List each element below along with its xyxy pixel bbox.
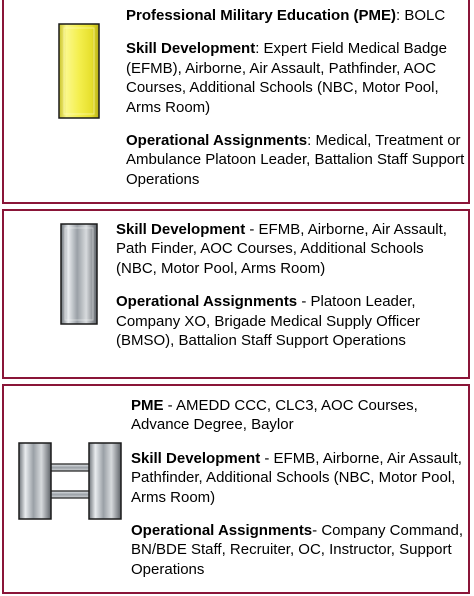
panel-text	[126, 6, 472, 189]
operational-assignments-label: Operational Assignments	[116, 293, 298, 311]
operational-assignments-label: Operational Assignments	[126, 132, 308, 150]
operational-assignments-paragraph	[126, 131, 472, 189]
silver-bar-insignia-icon	[60, 223, 98, 325]
operational-assignments-value: - Company Command, BN/BDE Staff, Recruiter, OC, Instructor, Support Operations	[131, 522, 464, 578]
skill-development-label: Skill Development	[126, 40, 256, 58]
panel-text	[116, 220, 466, 350]
skill-development-value: - EFMB, Airborne, Air Assault, Pathfinder, Additional Schools (NBC, Motor Pool, Arms Room)	[131, 449, 462, 506]
skill-development-value: - EFMB, Airborne, Air Assault, Path Finder, AOC Courses, Additional Schools (NBC, Motor Pool, Arms Room)	[116, 221, 447, 277]
skill-development-label: Skill Development	[131, 449, 261, 467]
double-silver-bar-insignia-icon	[18, 442, 122, 520]
pme-label: PME	[131, 397, 164, 414]
operational-assignments-paragraph	[116, 292, 466, 350]
panel-first-lieutenant	[2, 209, 470, 379]
skill-development-paragraph	[131, 449, 466, 507]
skill-development-value: : Expert Field Medical Badge (EFMB), Airborne, Air Assault, Pathfinder, AOC Courses, Additional Schools (NBC, Motor Pool, Arms Room)	[126, 40, 447, 116]
panel-captain	[2, 384, 470, 594]
gold-bar-insignia-icon	[58, 23, 100, 119]
skill-development-paragraph	[126, 39, 472, 117]
skill-development-paragraph	[116, 220, 466, 278]
panel-second-lieutenant	[2, 0, 470, 204]
panel-text	[131, 396, 466, 579]
skill-development-label: Skill Development	[116, 221, 246, 238]
pme-paragraph	[131, 396, 466, 435]
pme-label: Professional Military Education (PME)	[126, 7, 397, 24]
operational-assignments-label: Operational Assignments	[131, 522, 313, 540]
operational-assignments-paragraph	[131, 521, 466, 579]
pme-value: - AMEDD CCC, CLC3, AOC Courses, Advance Degree, Baylor	[131, 397, 418, 434]
pme-value: : BOLC	[396, 7, 446, 24]
operational-assignments-value: - Platoon Leader, Company XO, Brigade Medical Supply Officer (BMSO), Battalion Staff Support Operations	[116, 293, 421, 350]
operational-assignments-value: : Medical, Treatment or Ambulance Platoon Leader, Battalion Staff Support Operations	[126, 132, 465, 188]
pme-paragraph	[126, 6, 472, 25]
